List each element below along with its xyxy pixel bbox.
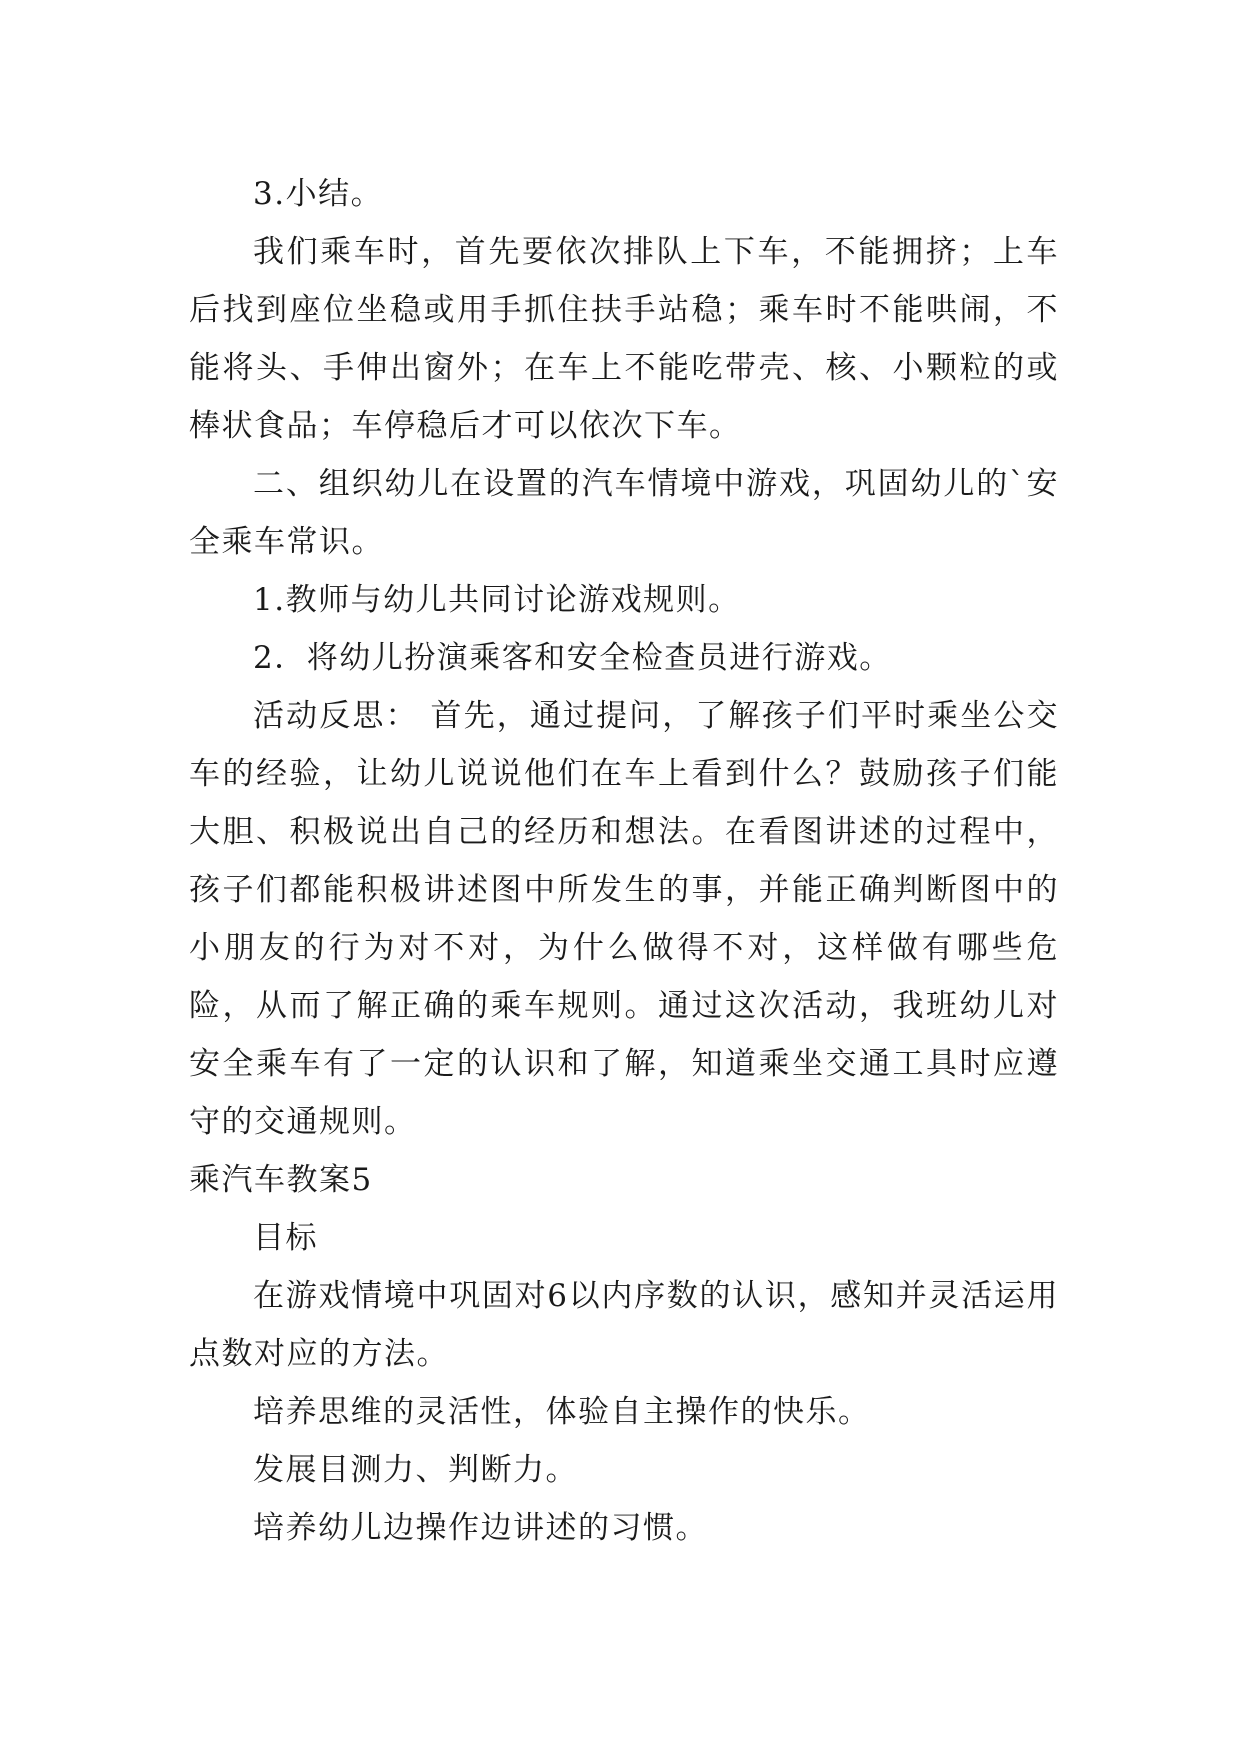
section-two-heading: 二、组织幼儿在设置的汽车情境中游戏，巩固幼儿的`安全乘车常识。 — [189, 466, 1059, 560]
goal-paragraph-2: 培养思维的灵活性，体验自主操作的快乐。 — [253, 1394, 871, 1430]
goal-paragraph-3: 发展目测力、判断力。 — [253, 1452, 578, 1488]
goal-paragraph-1: 在游戏情境中巩固对6以内序数的认识，感知并灵活运用点数对应的方法。 — [189, 1278, 1059, 1372]
goal-paragraph-4: 培养幼儿边操作边讲述的习惯。 — [253, 1510, 708, 1546]
goals-heading: 目标 — [253, 1220, 318, 1256]
step-one-paragraph: 1.教师与幼儿共同讨论游戏规则。 — [253, 582, 741, 618]
lesson-plan-5-title: 乘汽车教案5 — [189, 1162, 373, 1198]
step-two-paragraph: 2．将幼儿扮演乘客和安全检查员进行游戏。 — [253, 640, 892, 676]
summary-paragraph: 我们乘车时，首先要依次排队上下车，不能拥挤；上车后找到座位坐稳或用手抓住扶手站稳；乘车时不能哄闹，不能将头、手伸出窗外；在车上不能吃带壳、核、小颗粒的或棒状食品；车停稳后才可以依次下车。 — [189, 234, 1059, 444]
summary-heading: 3.小结。 — [253, 176, 384, 212]
document-body — [189, 165, 1059, 1557]
reflection-paragraph: 活动反思： 首先，通过提问，了解孩子们平时乘坐公交车的经验，让幼儿说说他们在车上看到什么？鼓励孩子们能大胆、积极说出自己的经历和想法。在看图讲述的过程中，孩子们都能积极讲述图中所发生的事，并能正确判断图中的小朋友的行为对不对，为什么做得不对，这样做有哪些危险，从而了解正确的乘车规则。通过这次活动，我班幼儿对安全乘车有了一定的认识和了解，知道乘坐交通工具时应遵守的交通规则。 — [189, 698, 1059, 1140]
